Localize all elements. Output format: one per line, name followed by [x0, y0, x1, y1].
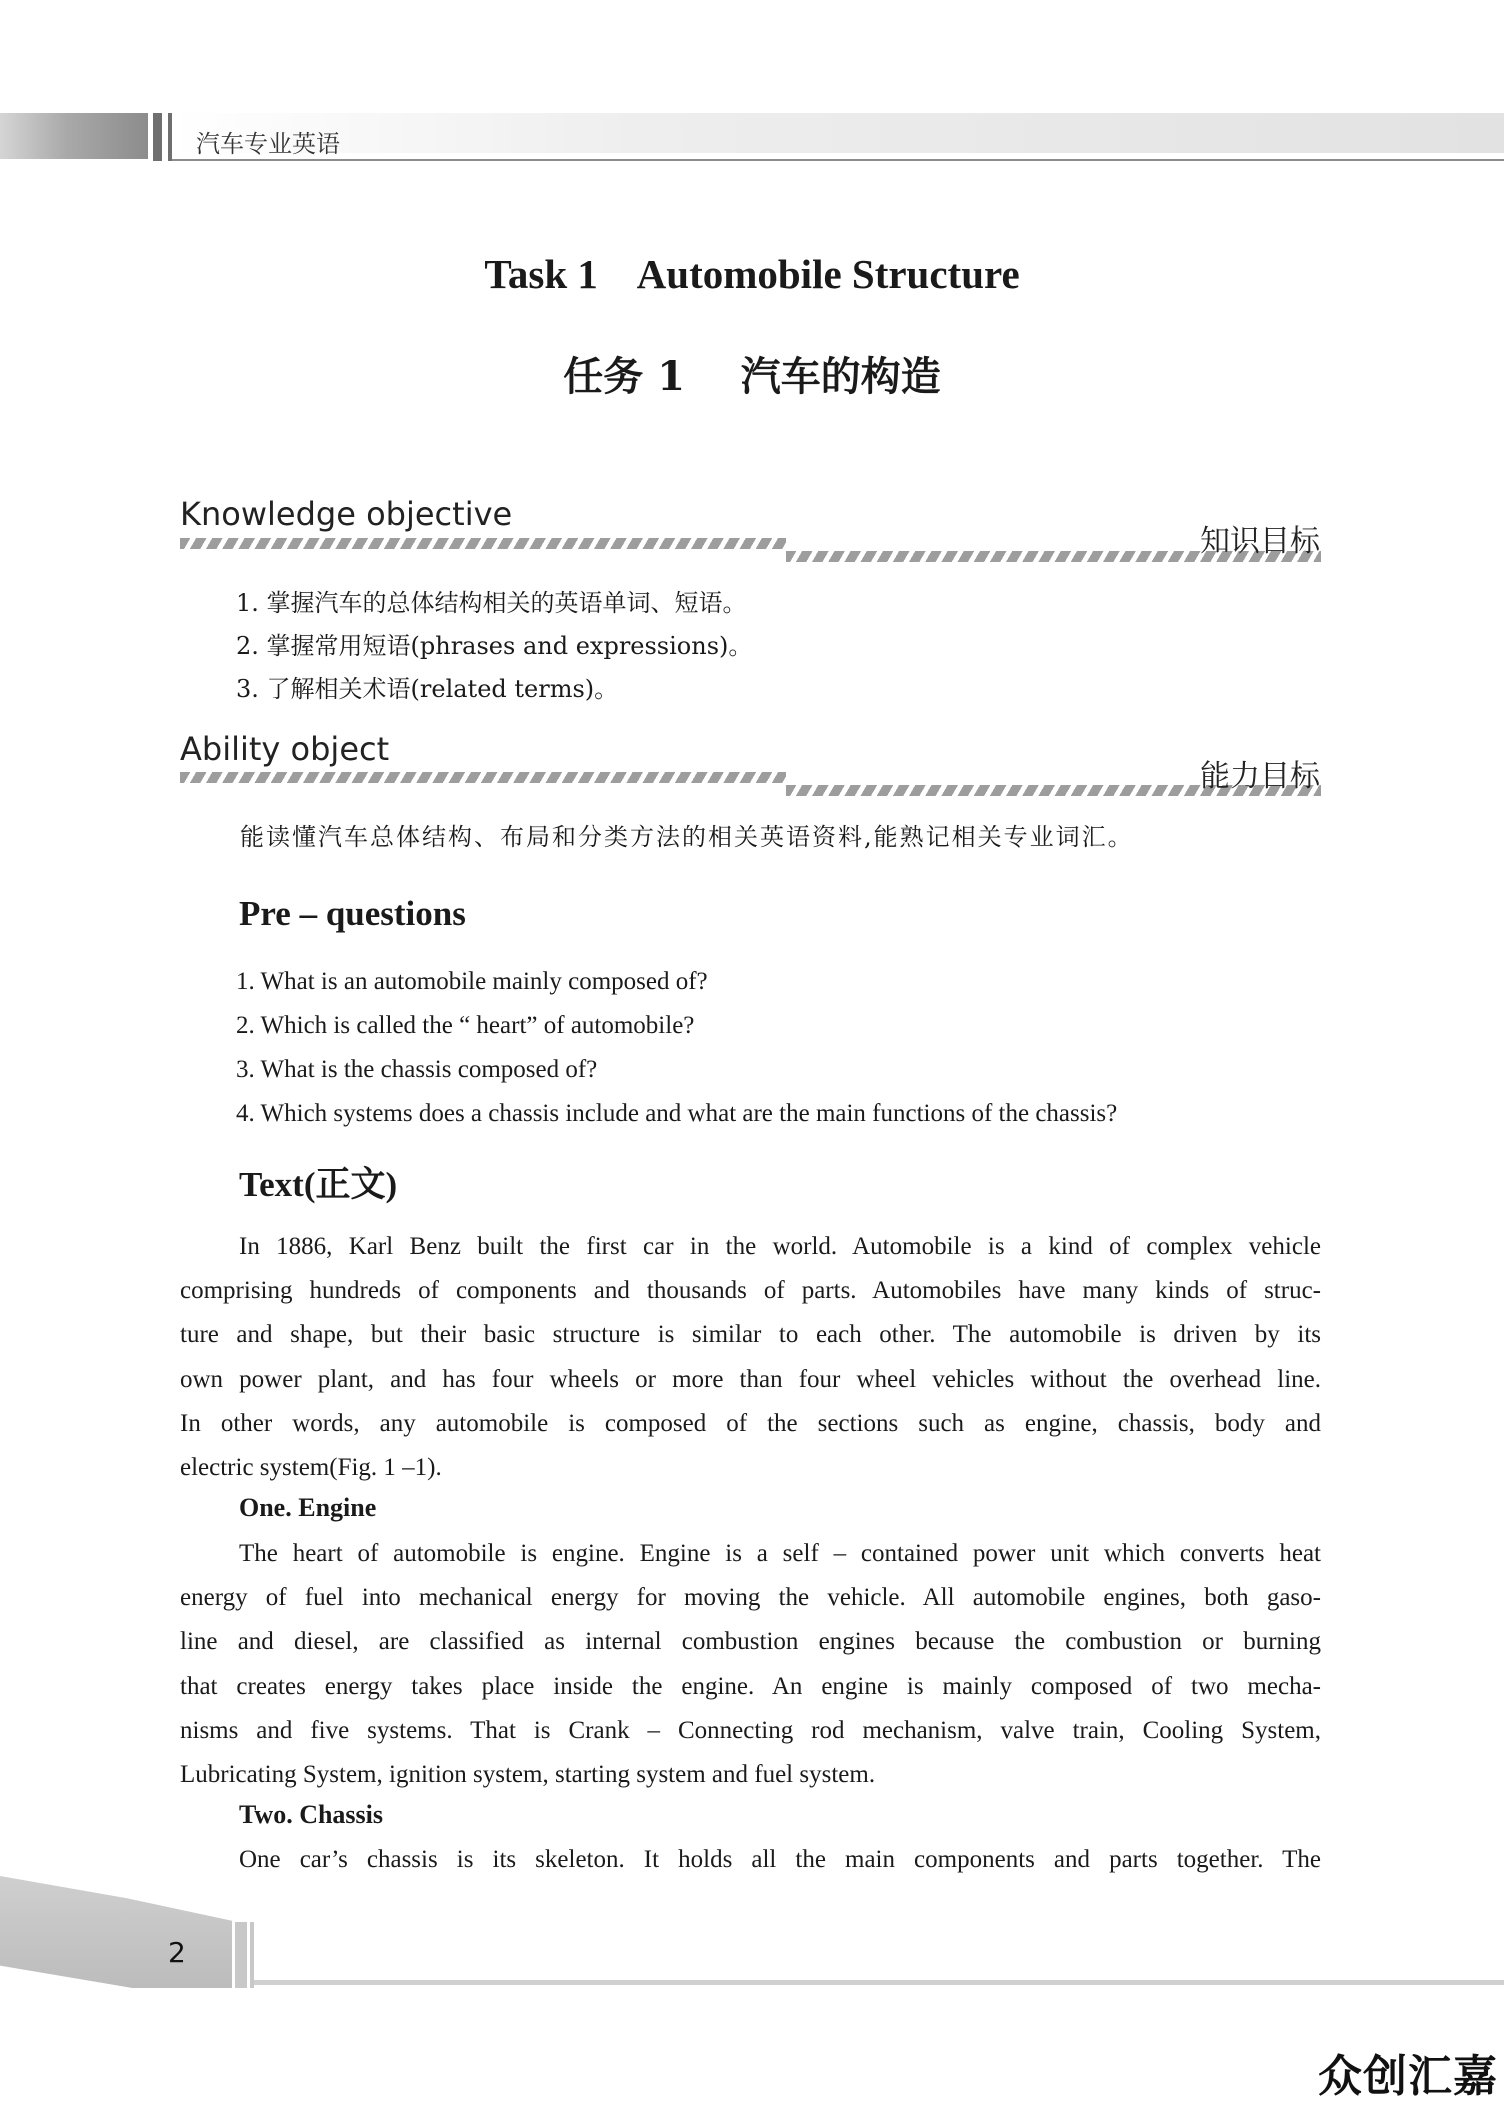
text-line: line and diesel, are classified as internal combustion engines because the combustion or burning — [180, 1628, 1321, 1656]
text-line: own power plant, and has four wheels or more than four wheel vehicles without the overhead line. — [180, 1365, 1321, 1393]
task-title-zh: 任务 1 汽车的构造 — [563, 353, 941, 400]
list-item: 2. Which is called the “ heart” of automobile? — [236, 1012, 695, 1039]
prequestions-heading: Pre – questions — [239, 894, 466, 933]
watermark-text: 众创汇嘉 — [1318, 2051, 1498, 2102]
list-item: 1. What is an automobile mainly composed of? — [236, 968, 708, 995]
footer-bar — [235, 1922, 247, 1988]
text-line: electric system(Fig. 1 –1). — [180, 1454, 442, 1482]
engine-subheading: One. Engine — [239, 1493, 377, 1522]
text-line: energy of fuel into mechanical energy for moving the vehicle. All automobile engines, both gaso- — [180, 1584, 1321, 1612]
running-header-title: 汽车专业英语 — [196, 130, 340, 158]
text-line: that creates energy takes place inside the engine. An engine is mainly composed of two mecha- — [180, 1672, 1321, 1700]
ability-text: 能读懂汽车总体结构、布局和分类方法的相关英语资料,能熟记相关专业词汇。 — [240, 823, 1134, 851]
text-line: Lubricating System, ignition system, starting system and fuel system. — [180, 1761, 876, 1789]
knowledge-objective-heading-zh: 知识目标 — [1200, 524, 1320, 559]
header-bar — [153, 113, 162, 161]
header-decoration — [0, 113, 148, 159]
text-heading: Text(正文) — [239, 1165, 398, 1204]
list-item: 2. 掌握常用短语(phrases and expressions)。 — [236, 632, 753, 660]
task-title-en: Task 1 Automobile Structure — [484, 251, 1020, 297]
footer-bar-thin — [250, 1922, 254, 1988]
footer-decoration — [0, 1876, 232, 1988]
chassis-paragraph — [180, 1838, 1321, 1882]
header-band — [172, 113, 1504, 153]
list-item: 4. Which systems does a chassis include and what are the main functions of the chassis? — [236, 1100, 1118, 1127]
chassis-subheading: Two. Chassis — [239, 1800, 384, 1829]
ability-object-heading-zh: 能力目标 — [1200, 759, 1320, 794]
knowledge-objective-heading: Knowledge objective — [180, 495, 513, 533]
list-item: 3. 了解相关术语(related terms)。 — [236, 675, 619, 703]
text-line: nisms and five systems. That is Crank – Connecting rod mechanism, valve train, Cooling System, — [180, 1716, 1321, 1744]
text-line: In other words, any automobile is composed of the sections such as engine, chassis, body and — [180, 1409, 1321, 1437]
list-item: 1. 掌握汽车的总体结构相关的英语单词、短语。 — [236, 589, 747, 617]
text-line: The heart of automobile is engine. Engine is a self – contained power unit which converts heat — [239, 1540, 1321, 1567]
section-divider — [180, 538, 786, 549]
header-rule — [172, 159, 1504, 161]
text-line: ture and shape, but their basic structure is similar to each other. The automobile is driven by its — [180, 1321, 1321, 1349]
header-bar-thin — [168, 113, 172, 161]
intro-paragraph — [180, 1225, 1321, 1490]
ability-object-heading: Ability object — [180, 730, 390, 768]
engine-paragraph — [180, 1532, 1321, 1797]
footer-rule — [254, 1980, 1504, 1985]
page-number: 2 — [168, 1936, 186, 1969]
text-line: In 1886, Karl Benz built the first car in the world. Automobile is a kind of complex vehicle — [239, 1233, 1321, 1260]
list-item: 3. What is the chassis composed of? — [236, 1056, 598, 1083]
text-line: One car’s chassis is its skeleton. It holds all the main components and parts together. The — [239, 1846, 1321, 1873]
section-divider — [180, 772, 786, 783]
text-line: comprising hundreds of components and thousands of parts. Automobiles have many kinds of struc- — [180, 1277, 1321, 1305]
